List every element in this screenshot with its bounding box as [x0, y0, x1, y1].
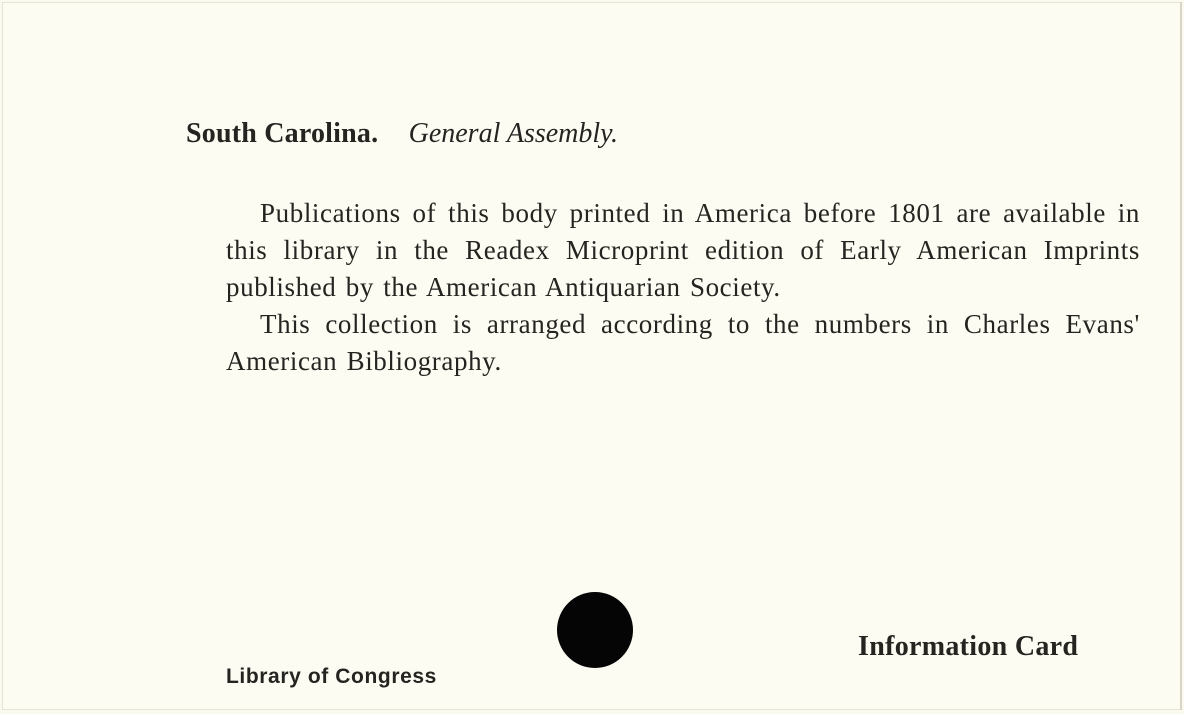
- card-body: [226, 195, 1140, 380]
- card-heading: [186, 114, 618, 154]
- paragraph-publications: Publications of this body printed in America before 1801 are available in this library in the Readex Microprint edition of Early American Imprints published by the American Antiquarian Society.: [226, 198, 1140, 302]
- punch-hole: [557, 592, 633, 668]
- catalog-card: [2, 2, 1182, 710]
- heading-sub: General Assembly.: [408, 118, 619, 149]
- library-of-congress-label: Library of Congress: [226, 665, 437, 688]
- paragraph-collection: This collection is arranged according to the numbers in Charles Evans' American Bibliography.: [226, 309, 1140, 376]
- information-card-label: Information Card: [858, 631, 1079, 662]
- heading-main: South Carolina.: [186, 118, 379, 149]
